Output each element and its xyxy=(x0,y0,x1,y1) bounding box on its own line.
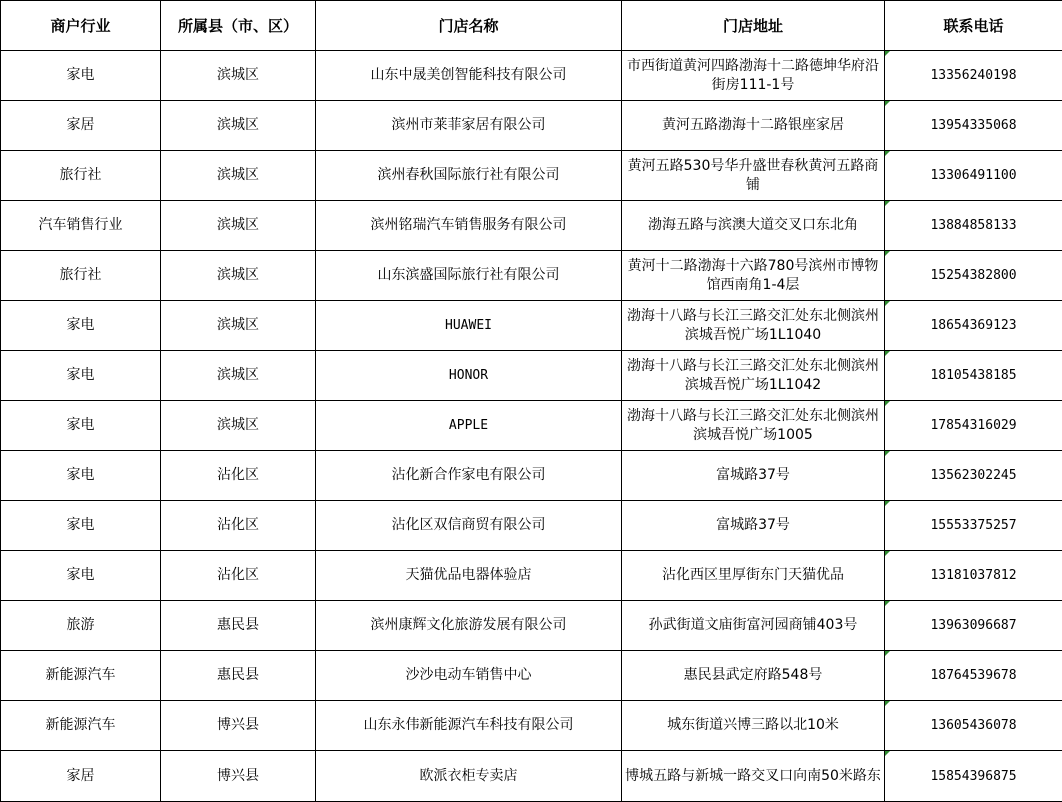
cell-industry[interactable]: 新能源汽车 xyxy=(1,701,161,751)
cell-district[interactable]: 博兴县 xyxy=(161,751,316,802)
table-row xyxy=(1,501,1062,551)
header-store-address[interactable]: 门店地址 xyxy=(622,1,885,51)
cell-industry[interactable]: 家电 xyxy=(1,551,161,601)
cell-district[interactable]: 滨城区 xyxy=(161,51,316,101)
cell-industry[interactable]: 家电 xyxy=(1,501,161,551)
cell-store-address[interactable]: 黄河十二路渤海十六路780号滨州市博物馆西南角1-4层 xyxy=(622,251,885,301)
table-row xyxy=(1,51,1062,101)
cell-store-address[interactable]: 惠民县武定府路548号 xyxy=(622,651,885,701)
cell-phone[interactable] xyxy=(885,251,1062,301)
header-industry[interactable]: 商户行业 xyxy=(1,1,161,51)
cell-district[interactable]: 滨城区 xyxy=(161,151,316,201)
table-row xyxy=(1,351,1062,401)
cell-district[interactable]: 滨城区 xyxy=(161,401,316,451)
cell-phone[interactable] xyxy=(885,601,1062,651)
cell-industry[interactable]: 家电 xyxy=(1,301,161,351)
cell-phone[interactable] xyxy=(885,151,1062,201)
table-row xyxy=(1,601,1062,651)
cell-phone[interactable] xyxy=(885,351,1062,401)
cell-district[interactable]: 沾化区 xyxy=(161,451,316,501)
phone-value: 15854396875 xyxy=(930,769,1016,784)
cell-industry[interactable]: 汽车销售行业 xyxy=(1,201,161,251)
phone-value: 13954335068 xyxy=(930,118,1016,133)
cell-industry[interactable]: 家居 xyxy=(1,751,161,802)
phone-value: 18654369123 xyxy=(930,318,1016,333)
cell-store-address[interactable]: 孙武街道文庙街富河园商铺403号 xyxy=(622,601,885,651)
cell-store-address[interactable]: 渤海五路与滨澳大道交叉口东北角 xyxy=(622,201,885,251)
text-number-flag-icon xyxy=(885,101,890,106)
cell-store-address[interactable]: 富城路37号 xyxy=(622,501,885,551)
phone-value: 13884858133 xyxy=(930,218,1016,233)
cell-store-name[interactable]: 滨州春秋国际旅行社有限公司 xyxy=(316,151,622,201)
cell-store-address[interactable]: 博城五路与新城一路交叉口向南50米路东 xyxy=(622,751,885,802)
cell-store-address[interactable]: 黄河五路530号华升盛世春秋黄河五路商铺 xyxy=(622,151,885,201)
cell-district[interactable]: 滨城区 xyxy=(161,201,316,251)
cell-district[interactable]: 惠民县 xyxy=(161,601,316,651)
cell-store-name[interactable]: 山东永伟新能源汽车科技有限公司 xyxy=(316,701,622,751)
cell-phone[interactable] xyxy=(885,201,1062,251)
cell-phone[interactable] xyxy=(885,301,1062,351)
cell-store-name[interactable]: 沙沙电动车销售中心 xyxy=(316,651,622,701)
phone-value: 13181037812 xyxy=(930,568,1016,583)
cell-industry[interactable]: 旅行社 xyxy=(1,151,161,201)
header-phone[interactable]: 联系电话 xyxy=(885,1,1062,51)
cell-store-address[interactable]: 黄河五路渤海十二路银座家居 xyxy=(622,101,885,151)
cell-store-address[interactable]: 渤海十八路与长江三路交汇处东北侧滨州滨城吾悦广场1L1040 xyxy=(622,301,885,351)
table-row xyxy=(1,101,1062,151)
cell-store-name[interactable]: 山东中晟美创智能科技有限公司 xyxy=(316,51,622,101)
cell-district[interactable]: 滨城区 xyxy=(161,101,316,151)
cell-district[interactable]: 博兴县 xyxy=(161,701,316,751)
cell-industry[interactable]: 旅行社 xyxy=(1,251,161,301)
cell-district[interactable]: 滨城区 xyxy=(161,351,316,401)
table-row xyxy=(1,701,1062,751)
cell-industry[interactable]: 旅游 xyxy=(1,601,161,651)
text-number-flag-icon xyxy=(885,751,890,756)
table-row xyxy=(1,251,1062,301)
phone-value: 13562302245 xyxy=(930,468,1016,483)
text-number-flag-icon xyxy=(885,301,890,306)
cell-district[interactable]: 沾化区 xyxy=(161,501,316,551)
table-row xyxy=(1,651,1062,701)
cell-district[interactable]: 滨城区 xyxy=(161,251,316,301)
text-number-flag-icon xyxy=(885,601,890,606)
text-number-flag-icon xyxy=(885,551,890,556)
cell-store-name[interactable]: HONOR xyxy=(316,351,622,401)
text-number-flag-icon xyxy=(885,451,890,456)
text-number-flag-icon xyxy=(885,201,890,206)
table-row xyxy=(1,751,1062,802)
cell-district[interactable]: 惠民县 xyxy=(161,651,316,701)
text-number-flag-icon xyxy=(885,151,890,156)
phone-value: 15254382800 xyxy=(930,268,1016,283)
text-number-flag-icon xyxy=(885,701,890,706)
table-row xyxy=(1,301,1062,351)
cell-store-address[interactable]: 渤海十八路与长江三路交汇处东北侧滨州滨城吾悦广场1005 xyxy=(622,401,885,451)
phone-value: 13605436078 xyxy=(930,718,1016,733)
cell-store-name[interactable]: HUAWEI xyxy=(316,301,622,351)
table-row xyxy=(1,201,1062,251)
table-row xyxy=(1,151,1062,201)
cell-store-name[interactable]: 滨州铭瑞汽车销售服务有限公司 xyxy=(316,201,622,251)
cell-phone[interactable] xyxy=(885,551,1062,601)
header-store-name[interactable]: 门店名称 xyxy=(316,1,622,51)
phone-value: 15553375257 xyxy=(930,518,1016,533)
cell-store-name[interactable]: 滨州康辉文化旅游发展有限公司 xyxy=(316,601,622,651)
cell-store-name[interactable]: 沾化区双信商贸有限公司 xyxy=(316,501,622,551)
header-row xyxy=(1,1,1062,51)
text-number-flag-icon xyxy=(885,401,890,406)
phone-value: 18105438185 xyxy=(930,368,1016,383)
cell-store-address[interactable]: 渤海十八路与长江三路交汇处东北侧滨州滨城吾悦广场1L1042 xyxy=(622,351,885,401)
cell-phone[interactable] xyxy=(885,451,1062,501)
cell-store-name[interactable]: 滨州市莱菲家居有限公司 xyxy=(316,101,622,151)
phone-value: 18764539678 xyxy=(930,668,1016,683)
cell-store-name[interactable]: 沾化新合作家电有限公司 xyxy=(316,451,622,501)
text-number-flag-icon xyxy=(885,651,890,656)
phone-value: 13963096687 xyxy=(930,618,1016,633)
cell-store-address[interactable]: 富城路37号 xyxy=(622,451,885,501)
phone-value: 13356240198 xyxy=(930,68,1016,83)
cell-industry[interactable]: 家电 xyxy=(1,351,161,401)
cell-phone[interactable] xyxy=(885,701,1062,751)
text-number-flag-icon xyxy=(885,351,890,356)
text-number-flag-icon xyxy=(885,51,890,56)
cell-industry[interactable]: 家居 xyxy=(1,101,161,151)
cell-phone[interactable] xyxy=(885,651,1062,701)
table-row xyxy=(1,451,1062,501)
text-number-flag-icon xyxy=(885,501,890,506)
header-district[interactable]: 所属县（市、区） xyxy=(161,1,316,51)
cell-industry[interactable]: 家电 xyxy=(1,51,161,101)
cell-phone[interactable] xyxy=(885,101,1062,151)
phone-value: 13306491100 xyxy=(930,168,1016,183)
cell-district[interactable]: 沾化区 xyxy=(161,551,316,601)
table-row xyxy=(1,551,1062,601)
table-row xyxy=(1,401,1062,451)
cell-store-name[interactable]: 天猫优品电器体验店 xyxy=(316,551,622,601)
cell-store-address[interactable]: 城东街道兴博三路以北10米 xyxy=(622,701,885,751)
cell-store-address[interactable]: 市西街道黄河四路渤海十二路德坤华府沿街房111-1号 xyxy=(622,51,885,101)
cell-store-name[interactable]: 山东滨盛国际旅行社有限公司 xyxy=(316,251,622,301)
cell-industry[interactable]: 家电 xyxy=(1,401,161,451)
cell-phone[interactable] xyxy=(885,501,1062,551)
cell-industry[interactable]: 家电 xyxy=(1,451,161,501)
phone-value: 17854316029 xyxy=(930,418,1016,433)
cell-store-name[interactable]: 欧派衣柜专卖店 xyxy=(316,751,622,802)
cell-store-name[interactable]: APPLE xyxy=(316,401,622,451)
cell-phone[interactable] xyxy=(885,751,1062,802)
cell-district[interactable]: 滨城区 xyxy=(161,301,316,351)
text-number-flag-icon xyxy=(885,251,890,256)
cell-phone[interactable] xyxy=(885,51,1062,101)
cell-store-address[interactable]: 沾化西区里厚街东门天猫优品 xyxy=(622,551,885,601)
cell-phone[interactable] xyxy=(885,401,1062,451)
cell-industry[interactable]: 新能源汽车 xyxy=(1,651,161,701)
